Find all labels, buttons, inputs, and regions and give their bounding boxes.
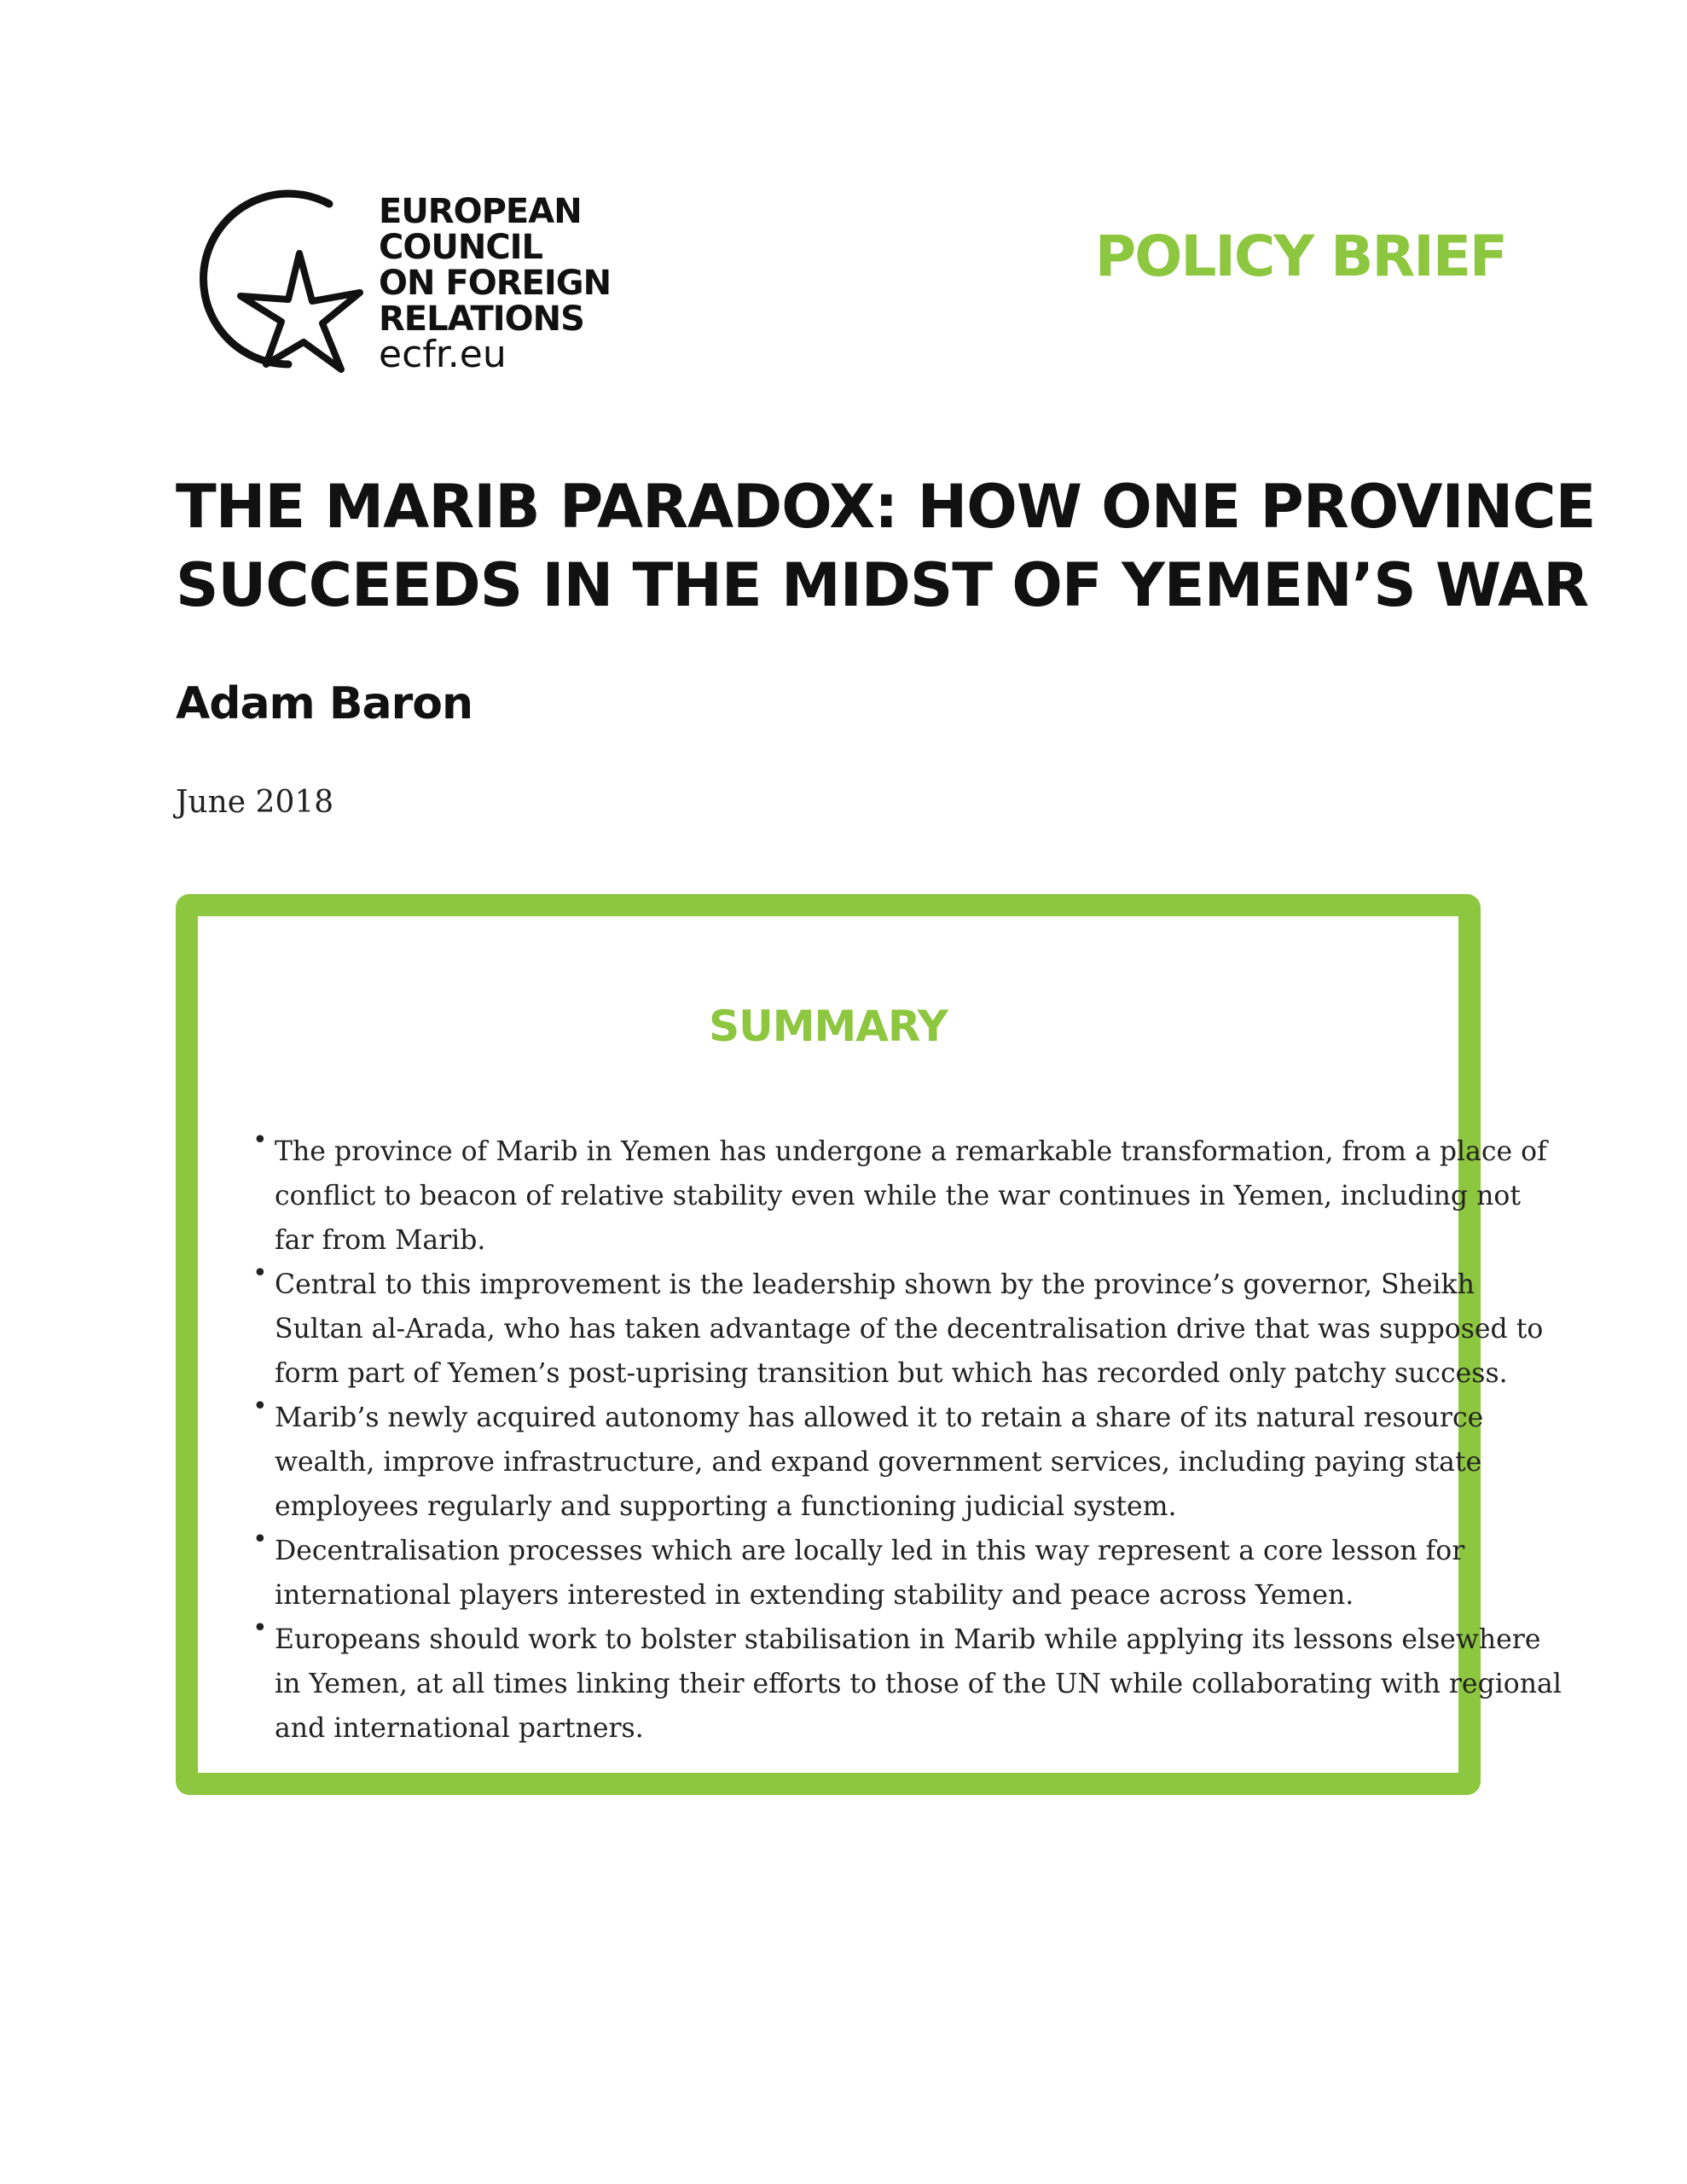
bullet-icon: • xyxy=(252,1613,268,1643)
bullet-line: wealth, improve infrastructure, and expand government services, including paying state xyxy=(275,1447,1482,1478)
bullet-line: international players interested in extending stability and peace across Yemen. xyxy=(275,1580,1354,1611)
ecfr-logo xyxy=(177,175,612,388)
summary-bullet xyxy=(252,1613,1562,1751)
bullet-line: Central to this improvement is the leadership shown by the province’s governor, Sheikh xyxy=(275,1269,1475,1300)
summary-bullet-list xyxy=(252,1125,1562,1751)
bullet-icon: • xyxy=(252,1125,268,1155)
publication-date: June 2018 xyxy=(176,785,334,820)
title-line: SUCCEEDS IN THE MIDST OF YEMEN’S WAR xyxy=(176,550,1589,620)
bullet-line: The province of Marib in Yemen has undergone a remarkable transformation, from a place of xyxy=(275,1136,1547,1167)
logo-line: EUROPEAN xyxy=(379,192,582,231)
summary-bullet xyxy=(252,1258,1544,1396)
summary-bullet xyxy=(252,1125,1547,1263)
logo-line: RELATIONS xyxy=(379,299,584,339)
bullet-line: and international partners. xyxy=(275,1713,644,1744)
summary-bullet xyxy=(252,1525,1486,1618)
bullet-line: conflict to beacon of relative stability even while the war continues in Yemen, including not xyxy=(275,1181,1521,1211)
bullet-line: Marib’s newly acquired autonomy has allowed it to retain a share of its natural resource xyxy=(275,1403,1484,1433)
summary-heading: SUMMARY xyxy=(709,1002,948,1051)
logo-url: ecfr.eu xyxy=(379,333,507,376)
summary-box xyxy=(176,894,1562,1795)
bullet-icon: • xyxy=(252,1258,268,1288)
bullet-line: Decentralisation processes which are locally led in this way represent a core lesson for xyxy=(275,1536,1465,1566)
ecfr-star-circle-icon xyxy=(177,175,374,388)
bullet-icon: • xyxy=(252,1391,268,1421)
bullet-line: far from Marib. xyxy=(275,1225,486,1256)
author-name: Adam Baron xyxy=(176,678,472,729)
bullet-line: Sultan al-Arada, who has taken advantage of the decentralisation drive that was supposed to xyxy=(275,1314,1544,1345)
document-title xyxy=(176,468,1596,624)
logo-line: ON FOREIGN xyxy=(379,264,612,303)
summary-bullet xyxy=(252,1391,1486,1529)
logo-line: COUNCIL xyxy=(379,228,543,267)
bullet-icon: • xyxy=(252,1525,268,1554)
bullet-line: form part of Yemen’s post-uprising transition but which has recorded only patchy success. xyxy=(275,1358,1508,1389)
bullet-line: Europeans should work to bolster stabilisation in Marib while applying its lessons elsewhere xyxy=(275,1624,1541,1655)
document-type-label: POLICY BRIEF xyxy=(1094,224,1506,289)
title-line: THE MARIB PARADOX: HOW ONE PROVINCE xyxy=(176,472,1596,542)
bullet-line: in Yemen, at all times linking their efforts to those of the UN while collaborating with regional xyxy=(275,1669,1562,1699)
bullet-line: employees regularly and supporting a functioning judicial system. xyxy=(275,1491,1177,1522)
logo-wordmark xyxy=(379,192,612,376)
